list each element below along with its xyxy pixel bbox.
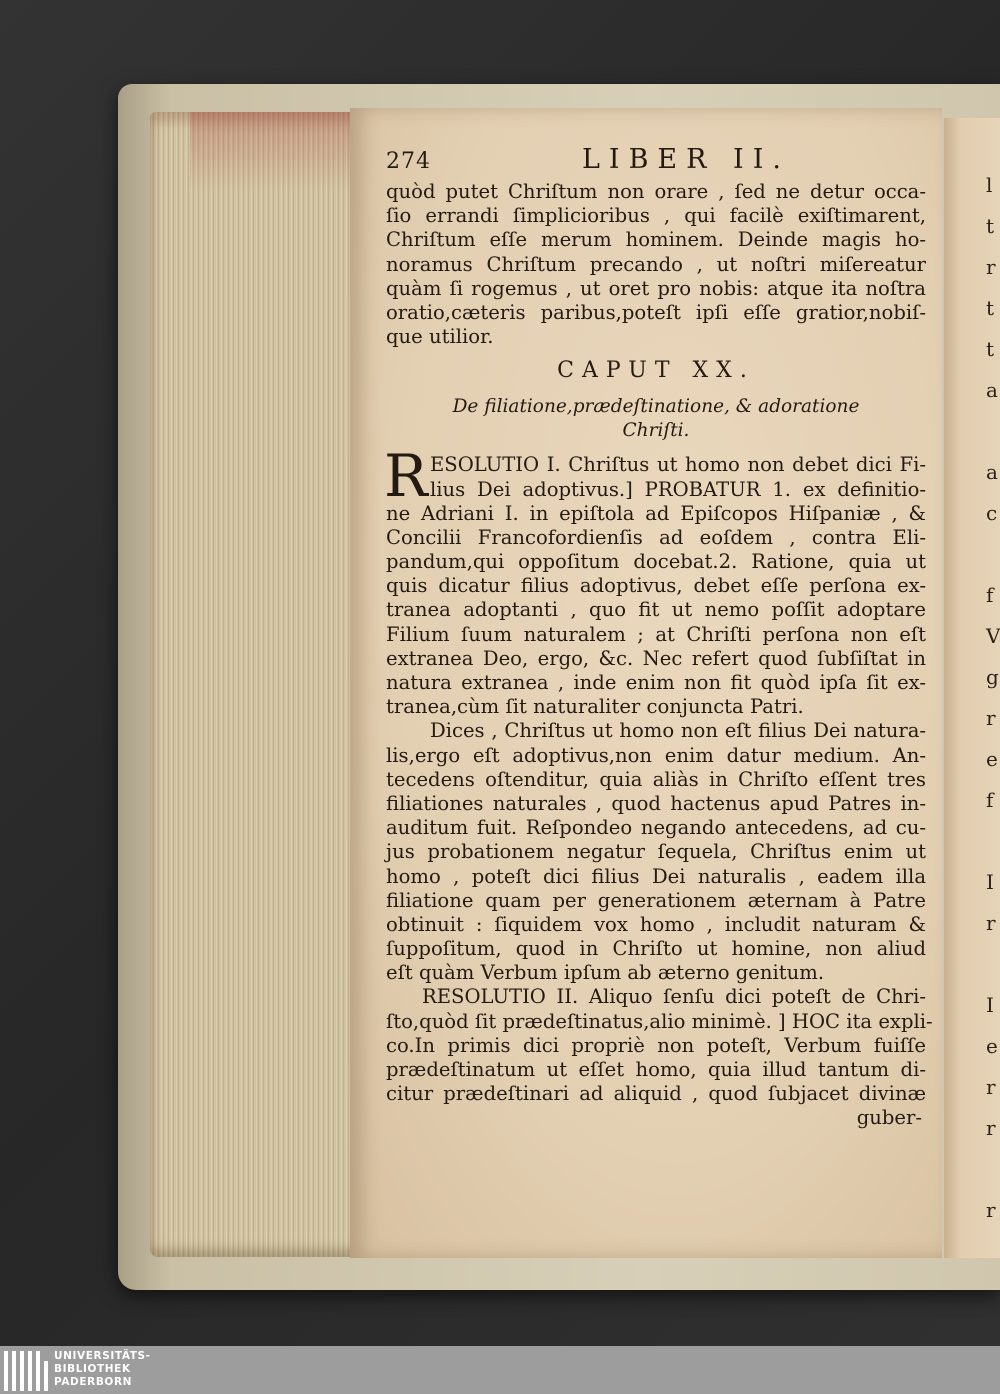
text-line: natura extranea , inde enim non fit quòd ipſa ſit ex- <box>386 671 926 694</box>
library-logo-icon <box>4 1351 48 1391</box>
catchword: guber- <box>856 1106 922 1130</box>
text-line: obtinuit : ſiquidem vox homo , includit naturam & <box>386 912 926 936</box>
text-line: auditum fuit. Reſpondeo negando antecedens, ad cu- <box>386 816 926 840</box>
subtitle-line: Chriſti. <box>622 420 690 442</box>
resolutio-2-paragraph <box>386 985 933 1106</box>
text-line: tranea adoptanti , quo fit ut nemo poſſit adoptare <box>386 598 926 622</box>
text-line: lis,ergo eſt adoptivus,non enim datur medium. An- <box>386 743 926 767</box>
text-line: ſio errandi ſimplicioribus , qui facilè exiſtimarent, <box>386 204 926 228</box>
running-head: LIBER II. <box>582 144 790 175</box>
text-line: eſt quàm Verbum ipſum ab æterno genitum. <box>386 961 825 985</box>
text-line: que utilior. <box>386 325 494 349</box>
text-line: tecedens oſtenditur, quia aliàs in Chriſto eſſent tres <box>386 767 926 791</box>
text-line: jus probationem negatur ſequela, Chriſtus enim ut <box>386 840 926 864</box>
text-line: oratio,cæteris paribus,poteſt ipſi eſſe gratior,nobiſ- <box>386 300 926 324</box>
text-line: pandum,qui oppoſitum docebat.2. Ratione, quia ut <box>386 550 926 574</box>
page-text <box>384 144 933 1131</box>
text-line: ESOLUTIO I. Chriſtus ut homo non debet dici Fi- <box>430 453 926 477</box>
subtitle-line: De filiatione,prædeſtinatione, & adoratione <box>452 396 860 418</box>
text-line: filiationes naturales , quod hactenus apud Patres in- <box>386 791 926 815</box>
text-line: filiatione quam per generationem æternam à Patre <box>386 888 926 912</box>
text-line: prædeſtinatum ut eſſet homo, quia illud tantum di- <box>386 1058 926 1081</box>
text-line: RESOLUTIO II. Aliquo ſenſu dici poteſt de Chri- <box>422 985 926 1009</box>
page-edges <box>150 112 360 1257</box>
footer-bar <box>0 1346 1000 1394</box>
intro-paragraph <box>386 180 926 349</box>
chapter-title: CAPUT XX. <box>557 358 755 384</box>
text-line: Concilii Francofordienſis ad eoſdem , contra Eli- <box>386 525 926 549</box>
drop-cap: R <box>384 442 428 511</box>
text-line: ſuppoſitum, quod in Chriſto ut homine, non aliud <box>386 937 926 961</box>
page-number: 274 <box>386 149 431 174</box>
text-line: Chriſtum eſſe merum hominem. Deinde magis ho- <box>386 228 926 252</box>
logo-line: PADERBORN <box>54 1376 133 1388</box>
logo-line: BIBLIOTHEK <box>54 1363 131 1375</box>
text-line: quòd putet Chriſtum non orare , ſed ne detur occa- <box>386 180 926 203</box>
dices-paragraph <box>386 719 926 985</box>
text-line: co.In primis dici propriè non poteſt, Verbum fuiſſe <box>386 1033 926 1057</box>
text-line: Dices , Chriſtus ut homo non eſt filius Dei natura- <box>430 719 926 743</box>
facing-page-text: l t r t t a a c f V g r e f I r I e r r r <box>986 173 1000 1222</box>
text-line: noramus Chriſtum precando , ut noſtri miſereatur <box>386 252 926 276</box>
text-line: Filium ſuum naturalem ; at Chriſti perſona non eſt <box>386 622 926 646</box>
text-line: quàm ſi rogemus , ut oret pro nobis: atque ita noſtra <box>386 276 926 300</box>
resolutio-1-paragraph <box>384 442 926 719</box>
text-line: quis dicatur filius adoptivus, debet eſſe perſona ex- <box>386 574 926 598</box>
library-logo-text <box>54 1350 151 1389</box>
text-line: ne Adriani I. in epiſtola ad Epiſcopos Hiſpaniæ , & <box>386 501 926 525</box>
text-line: tranea,cùm ſit naturaliter conjuncta Patri. <box>386 695 804 719</box>
page-header <box>386 144 926 180</box>
chapter-subtitle <box>386 395 926 443</box>
logo-line: UNIVERSITÄTS- <box>54 1350 151 1362</box>
text-line: homo , poteſt dici filius Dei naturalis , eadem illa <box>386 864 926 888</box>
text-line: extranea Deo, ergo, &c. Nec refert quod ſubſiſtat in <box>386 646 926 670</box>
text-line: lius Dei adoptivus.] PROBATUR 1. ex definitio- <box>430 477 926 501</box>
text-line: ſto,quòd ſit prædeſtinatus,alio minimè. ] HOC ita expli- <box>386 1009 933 1033</box>
catchword-row <box>386 1106 926 1130</box>
text-line: citur prædeſtinari ad aliquid , quod ſubjacet divinæ <box>386 1082 926 1106</box>
